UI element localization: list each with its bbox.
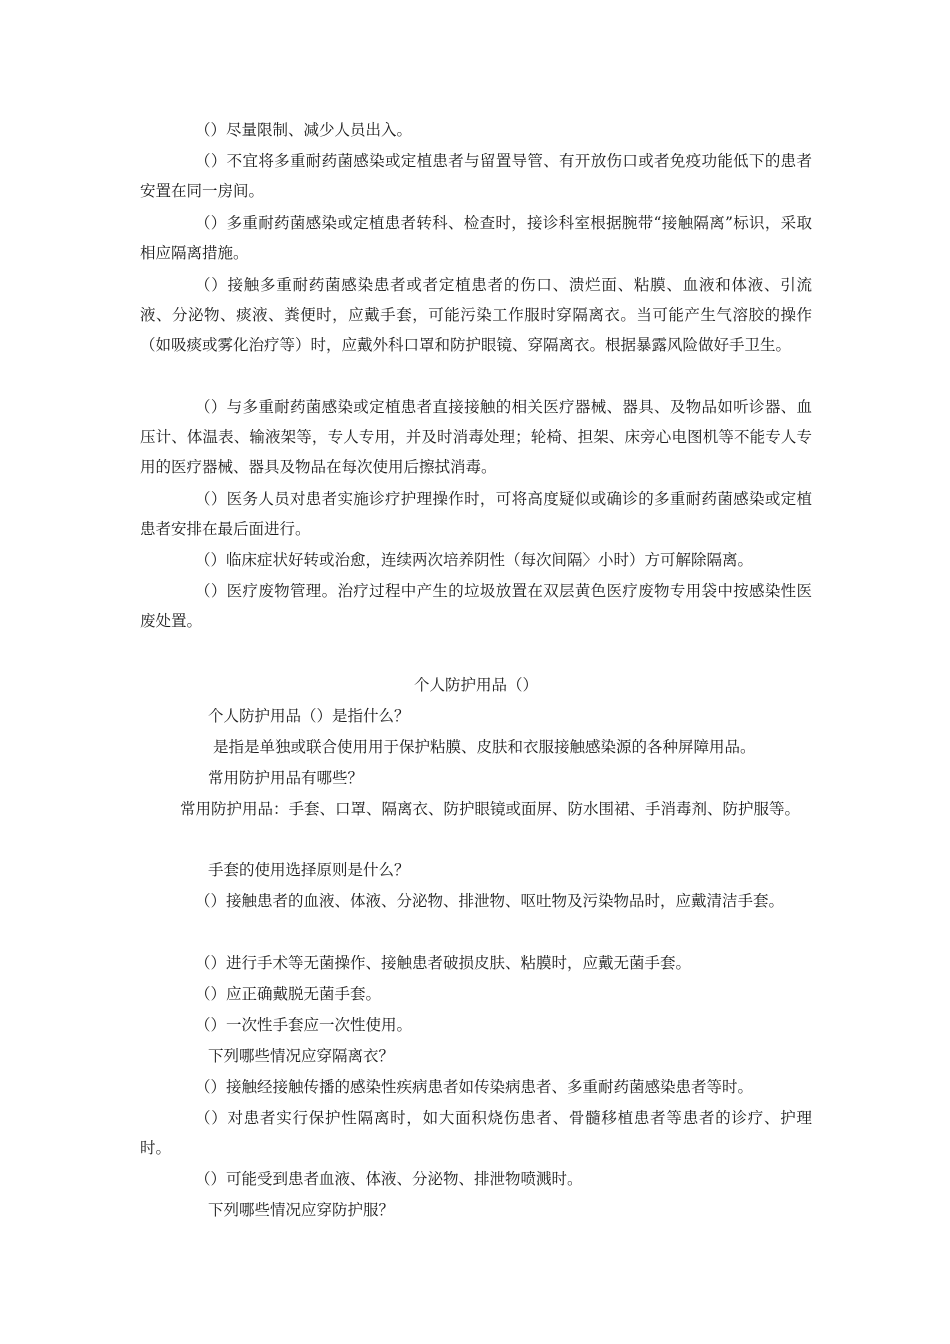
paragraph-transfer-isolation: （）多重耐药菌感染或定植患者转科、检查时，接诊科室根据腕带“接触隔离”标识，采取相应隔离措施。 <box>140 214 812 262</box>
paragraph-equipment-dedicated: （）与多重耐药菌感染或定植患者直接接触的相关医疗器械、器具、及物品如听诊器、血压计、体温表、输液架等，专人专用，并及时消毒处理；轮椅、担架、床旁心电图机等不能专人专用的医疗器械、器具及物品在每次使用后擦拭消毒。 <box>140 398 812 476</box>
paragraph-contact-protection: （）接触多重耐药菌感染患者或者定植患者的伤口、溃烂面、粘膜、血液和体液、引流液、分泌物、痰液、粪便时，应戴手套，可能污染工作服时穿隔离衣。当可能产生气溶胶的操作（如吸痰或雾化治疗等）时，应戴外科口罩和防护眼镜、穿隔离衣。根据暴露风险做好手卫生。 <box>140 276 812 354</box>
gown-rule-contact: （）接触经接触传播的感染性疾病患者如传染病患者、多重耐药菌感染患者等时。 <box>195 1078 754 1096</box>
question-protective-suit: 下列哪些情况应穿防护服？ <box>208 1201 395 1219</box>
question-common-ppe: 常用防护用品有哪些？ <box>208 769 364 787</box>
answer-ppe-definition: 是指是单独或联合使用用于保护粘膜、皮肤和衣服接触感染源的各种屏障用品。 <box>213 738 756 756</box>
glove-rule-clean: （）接触患者的血液、体液、分泌物、排泄物、呕吐物及污染物品时，应戴清洁手套。 <box>195 892 785 910</box>
question-ppe-definition: 个人防护用品（）是指什么？ <box>208 707 410 725</box>
gown-rule-protective: （）对患者实行保护性隔离时，如大面积烧伤患者、骨髓移植患者等患者的诊疗、护理时。 <box>140 1109 812 1157</box>
section-title: 个人防护用品（） <box>413 676 538 694</box>
paragraph-procedure-order: （）医务人员对患者实施诊疗护理操作时，可将高度疑似或确诊的多重耐药菌感染或定植患者安排在最后面进行。 <box>140 490 812 538</box>
glove-rule-donning: （）应正确戴脱无菌手套。 <box>195 985 382 1003</box>
paragraph-room-placement: （）不宜将多重耐药菌感染或定植患者与留置导管、有开放伤口或者免疫功能低下的患者安置在同一房间。 <box>140 152 812 200</box>
question-glove-principles: 手套的使用选择原则是什么？ <box>208 861 410 879</box>
paragraph-release-isolation: （）临床症状好转或治愈，连续两次培养阴性（每次间隔〉小时）方可解除隔离。 <box>195 551 754 569</box>
gown-rule-splash: （）可能受到患者血液、体液、分泌物、排泄物喷溅时。 <box>195 1170 583 1188</box>
question-isolation-gown: 下列哪些情况应穿隔离衣？ <box>208 1047 395 1065</box>
paragraph-medical-waste: （）医疗废物管理。治疗过程中产生的垃圾放置在双层黄色医疗废物专用袋中按感染性医废处置。 <box>140 582 812 630</box>
glove-rule-single-use: （）一次性手套应一次性使用。 <box>195 1016 413 1034</box>
glove-rule-sterile: （）进行手术等无菌操作、接触患者破损皮肤、粘膜时，应戴无菌手套。 <box>195 954 692 972</box>
paragraph-limit-personnel: （）尽量限制、减少人员出入。 <box>195 121 413 139</box>
answer-common-ppe: 常用防护用品：手套、口罩、隔离衣、防护眼镜或面屏、防水围裙、手消毒剂、防护服等。 <box>180 800 801 818</box>
